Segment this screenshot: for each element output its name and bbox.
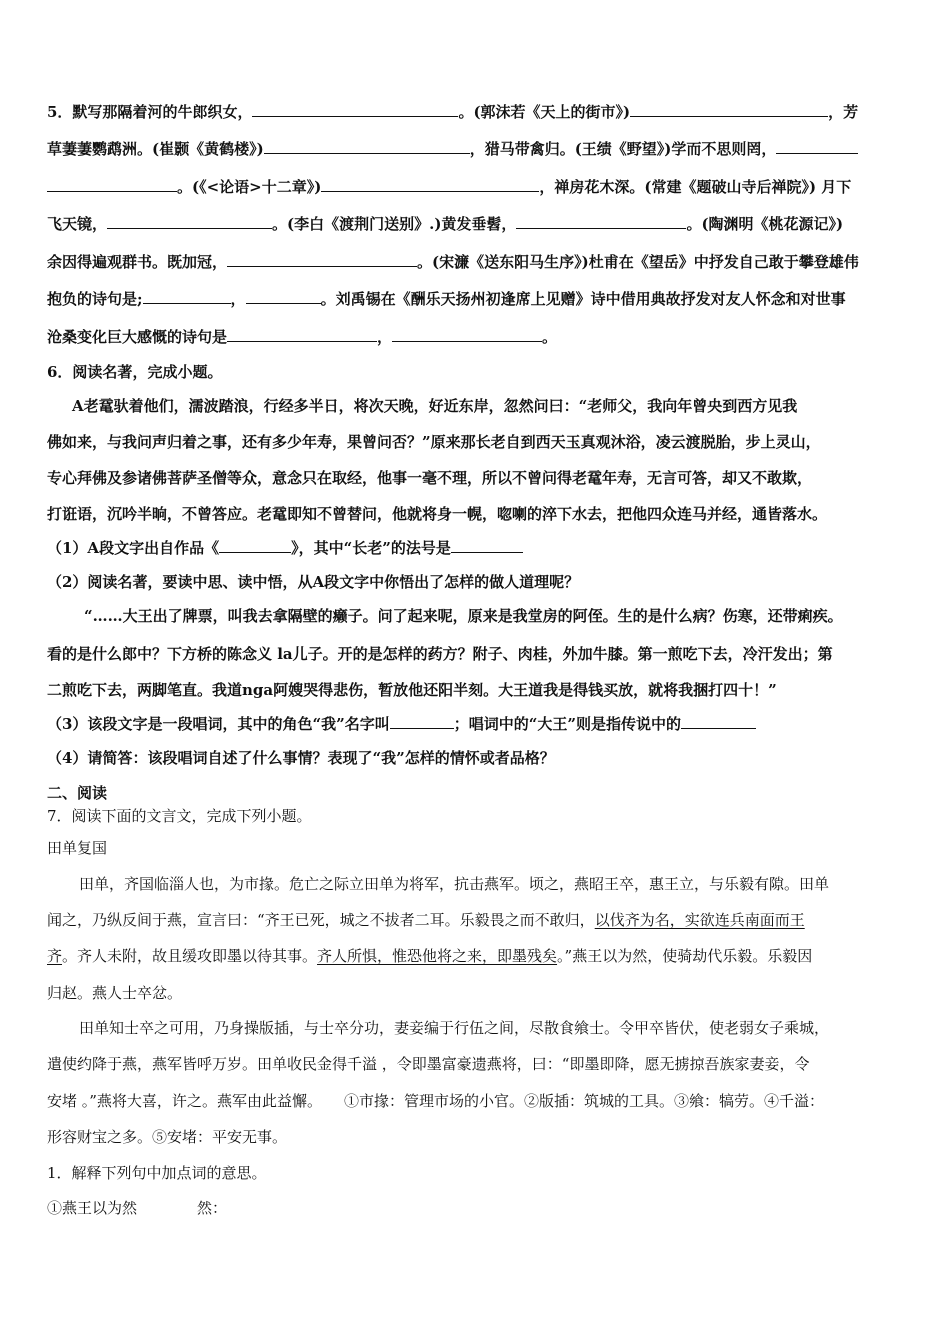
q5-text: 。(陶渊明《桃花源记》) (686, 215, 844, 233)
q5-text: 沧桑变化巨大感慨的诗句是 (47, 328, 228, 346)
passage-text: 。”燕王以为然，使骑劫代乐毅。乐毅因 (557, 947, 813, 965)
answer-blank[interactable] (321, 177, 539, 192)
q5-text: 。 (542, 328, 558, 346)
q5-line-3 (47, 177, 851, 197)
answer-blank[interactable] (451, 538, 523, 553)
q6-subquestion-1 (47, 538, 523, 558)
answer-blank[interactable] (143, 289, 231, 304)
passage-line: 形容财宝之多。⑤安堵：平安无事。 (47, 1128, 288, 1146)
q6-passage2-line: “……大王出了牌票，叫我去拿隔壁的癞子。问了起来呢，原来是我堂房的阿侄。生的是什么病？伤寒，还带痢疾。 (84, 607, 843, 625)
q5-text: ，猎马带禽归。(王绩《野望》)学而不思则罔， (469, 140, 777, 158)
answer-blank[interactable] (516, 214, 686, 229)
passage-text: 闻之，乃纵反间于燕，宣言曰：“齐王已死，城之不拔者二耳。乐毅畏之而不敢归， (47, 911, 595, 929)
passage-line (47, 946, 812, 966)
answer-blank[interactable] (681, 714, 756, 729)
answer-blank[interactable] (107, 214, 272, 229)
q6-passage-line: 打诳语，沉吟半晌，不曾答应。老鼋即知不曾替问，他就将身一幌，唿喇的淬下水去，把他四众连马并经，通皆落水。 (47, 505, 828, 523)
q5-text: 。(郭沫若《天上的街市》) (458, 103, 631, 121)
q5-text: 抱负的诗句是; (47, 290, 143, 308)
answer-blank[interactable] (776, 139, 858, 154)
q5-line-6 (47, 289, 846, 309)
underlined-sentence: 齐人所惧，惟恐他将之来，即墨残矣 (317, 947, 558, 965)
subquestion-1: 1．解释下列句中加点词的意思。 (47, 1164, 267, 1182)
q5-text: ， (230, 290, 246, 308)
answer-blank[interactable] (227, 252, 417, 267)
q5-text: ， (377, 328, 393, 346)
q5-line-2 (47, 139, 858, 159)
q6-subquestion-2: （2）阅读名著，要读中思、读中悟，从A段文字中你悟出了怎样的做人道理呢？ (47, 573, 580, 591)
q6-text: 》，其中“长老”的法号是 (291, 539, 451, 557)
q6-text: ；唱词中的“大王”则是指传说中的 (453, 715, 681, 733)
q5-text: ，芳 (828, 103, 859, 121)
q6-title: 6．阅读名著，完成小题。 (47, 363, 223, 381)
passage-line: 归赵。燕人士卒忿。 (47, 984, 183, 1002)
q6-passage-line: A老鼋驮着他们，濡波踏浪，行经多半日，将次天晚，好近东岸，忽然问曰：“老师父，我向年曾央到西方见我 (72, 397, 798, 415)
q6-passage2-line: 二煎吃下去，两脚笔直。我道nga阿嫂哭得悲伤，暂放他还阳半刻。大王道我是得钱买放，就将我捆打四十！” (47, 681, 777, 699)
answer-blank[interactable] (252, 102, 458, 117)
passage-line: 田单知士卒之可用，乃身操版插，与士卒分功，妻妾编于行伍之间，尽散食飨士。令甲卒皆伏，使老弱女子乘城， (79, 1019, 830, 1037)
passage-heading: 田单复国 (47, 839, 108, 857)
q6-subquestion-4: （4）请简答：该段唱词自述了什么事情？表现了“我”怎样的情怀或者品格？ (47, 749, 555, 767)
section-title: 二、阅读 (47, 784, 108, 802)
answer-blank[interactable] (390, 714, 454, 729)
q6-passage-line: 佛如来，与我问声归着之事，还有多少年寿，果曾问否？”原来那长老自到西天玉真观沐浴，凌云渡脱胎，步上灵山， (47, 433, 821, 451)
q5-text: 。(李白《渡荆门送别》.)黄发垂髫， (272, 215, 517, 233)
underlined-sentence: 以伐齐为名，实欲连兵南面而王 (594, 911, 805, 929)
q5-line-5 (47, 252, 859, 272)
answer-blank[interactable] (219, 538, 291, 553)
q7-title: 7．阅读下面的文言文，完成下列小题。 (47, 807, 312, 825)
q5-line-1 (47, 102, 858, 122)
passage-line (47, 910, 805, 930)
q5-text: 草萋萋鹦鹉洲。(崔颢《黄鹤楼》) (47, 140, 264, 158)
item-label: 然： (197, 1199, 228, 1217)
answer-blank[interactable] (264, 139, 470, 154)
q5-text: ，禅房花木深。(常建《题破山寺后禅院》) 月下 (539, 178, 852, 196)
footnotes: ①市掾：管理市场的小官。②版插：筑城的工具。③飨：犒劳。④千溢： (343, 1092, 824, 1110)
q5-text: 。(宋濂《送东阳马生序》)杜甫在《望岳》中抒发自己敢于攀登雄伟 (417, 253, 859, 271)
item-sentence: ①燕王以为然 (47, 1199, 138, 1217)
q5-text: 余因得遍观群书。既加冠， (47, 253, 228, 271)
passage-line: 田单，齐国临淄人也，为市掾。危亡之际立田单为将军，抗击燕军。顷之，燕昭王卒，惠王立，与乐毅有隙。田单 (79, 875, 830, 893)
answer-blank[interactable] (47, 177, 177, 192)
q5-line-4 (47, 214, 843, 234)
answer-blank[interactable] (246, 289, 321, 304)
q5-text: 。(《<论语>十二章》) (177, 178, 322, 196)
q5-text: 。刘禹锡在《酬乐天扬州初逢席上见赠》诗中借用典故抒发对友人怀念和对世事 (320, 290, 846, 308)
q5-text: 5．默写那隔着河的牛郎织女， (47, 103, 253, 121)
q6-text: （1）A段文字出自作品《 (47, 539, 220, 557)
q6-subquestion-3 (47, 714, 756, 734)
subquestion-1-item (47, 1198, 227, 1218)
answer-blank[interactable] (227, 327, 377, 342)
passage-text: 安堵 。”燕将大喜，许之。燕军由此益懈。 (47, 1092, 322, 1110)
answer-blank[interactable] (392, 327, 542, 342)
passage-line (47, 1091, 824, 1111)
q6-passage2-line: 看的是什么郎中？下方桥的陈念义 la儿子。开的是怎样的药方？附子、肉桂，外加牛膝。第一煎吃下去，冷汗发出；第 (47, 645, 833, 663)
underlined-sentence: 齐 (47, 947, 63, 965)
q6-text: （3）该段文字是一段唱词，其中的角色“我”名字叫 (47, 715, 390, 733)
q6-passage-line: 专心拜佛及参诸佛菩萨圣僧等众，意念只在取经，他事一毫不理，所以不曾问得老鼋年寿，无言可答，却又不敢欺， (47, 469, 813, 487)
answer-blank[interactable] (630, 102, 828, 117)
passage-line: 遣使约降于燕，燕军皆呼万岁。田单收民金得千溢 ，令即墨富豪遗燕将，曰：“即墨即降，愿无掳掠吾族家妻妾，令 (47, 1055, 810, 1073)
q5-line-7 (47, 327, 557, 347)
q5-text: 飞天镜， (47, 215, 108, 233)
passage-text: 。齐人未附，故且缓攻即墨以待其事。 (62, 947, 318, 965)
